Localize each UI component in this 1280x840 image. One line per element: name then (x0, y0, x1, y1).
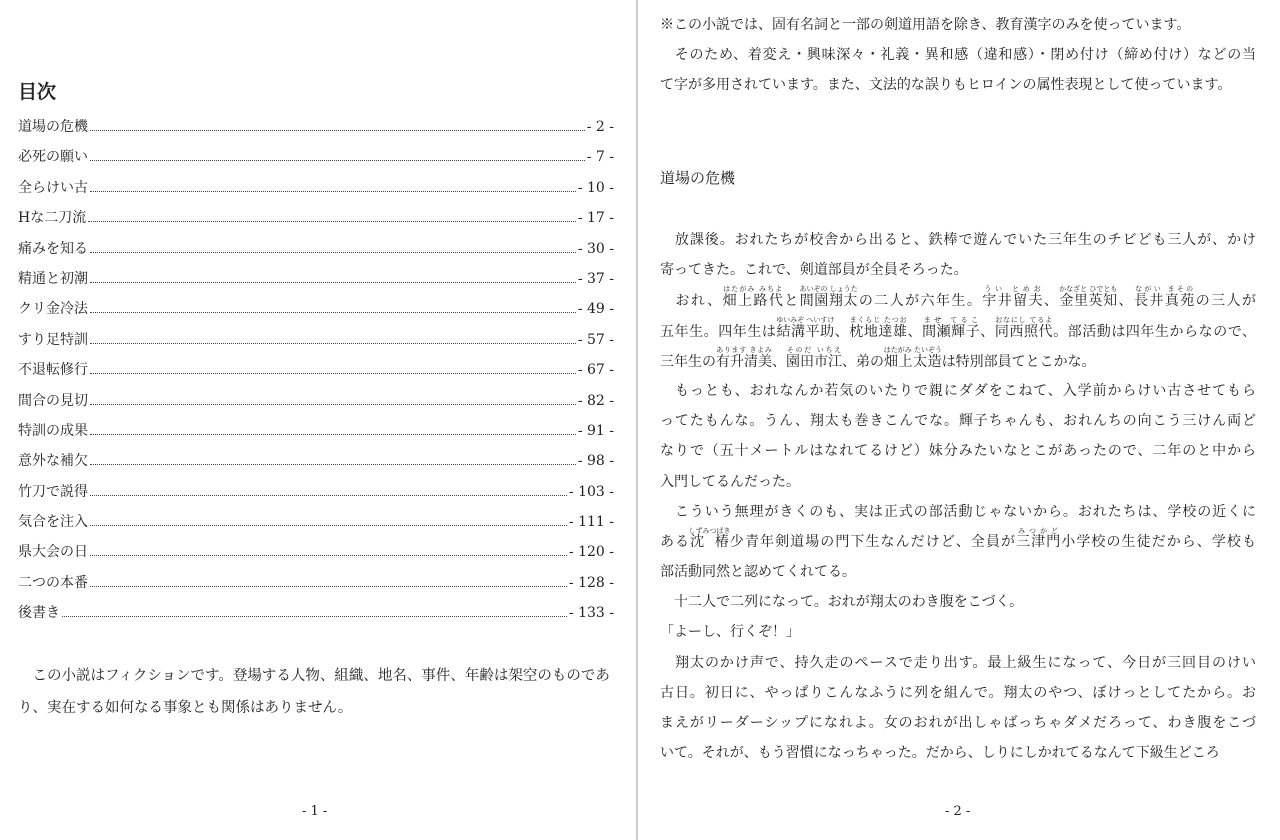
ruby-base: 有升清美 (716, 353, 772, 370)
ruby-base: 間瀬輝子 (922, 323, 981, 340)
toc-entry[interactable] (18, 355, 614, 385)
text-segment: こういう無理がきくのも、実は正式の部活動じゃないから。おれたちは、学校の近くに (660, 503, 1256, 520)
text-segment: もっとも、おれなんか若気のいたりで親にダダをこねて、入学前からけい古させてもら (660, 382, 1256, 399)
dot-leader (90, 434, 576, 435)
ruby-base: 枕地達雄 (849, 323, 908, 340)
toc-entry-title: 間合の見切 (18, 392, 88, 409)
ruby-base: 園田市江 (786, 353, 842, 370)
text-line (660, 346, 1256, 376)
toc-entry[interactable] (18, 173, 614, 203)
toc-entry-page: - 111 - (568, 514, 614, 531)
table-of-contents (18, 112, 614, 629)
text-line (660, 587, 1256, 617)
toc-entry[interactable] (18, 507, 614, 537)
ruby-name (1059, 285, 1118, 310)
text-segment: ※この小説では、固有名詞と一部の剣道用語を除き、教育漢字のみを使っています。 (660, 17, 1191, 33)
text-line (660, 376, 1256, 406)
toc-entry-title: 不退転修行 (18, 362, 88, 379)
toc-entry-page: - 10 - (577, 179, 614, 196)
dot-leader (90, 404, 576, 405)
ruby-name (1016, 526, 1062, 550)
text-segment: 三年生の (660, 353, 716, 370)
text-segment: 、 (834, 323, 850, 340)
toc-entry[interactable] (18, 386, 614, 416)
ruby-reading: はたがみ みちよ (722, 285, 783, 294)
ruby-name (922, 315, 981, 340)
text-line (660, 285, 1256, 315)
text-segment: 放課後。おれたちが校舎から出ると、鉄棒で遊んでいた三年生のチビども三人が、かけ (660, 232, 1256, 248)
toc-entry-page: - 133 - (568, 605, 614, 622)
text-line (660, 10, 1256, 40)
dot-leader (90, 586, 567, 587)
ruby-name (1133, 285, 1196, 310)
toc-entry-page: - 7 - (586, 149, 614, 166)
toc-entry[interactable] (18, 142, 614, 172)
toc-entry-page: - 98 - (577, 453, 614, 470)
toc-entry-page: - 30 - (577, 240, 614, 257)
ruby-name (849, 315, 908, 340)
toc-entry-title: 県大会の日 (18, 544, 88, 561)
text-line (660, 40, 1256, 70)
ruby-name (883, 345, 942, 370)
dot-leader (90, 282, 576, 283)
text-segment: 寄ってきた。これで、剣道部員が全員そろった。 (660, 262, 968, 279)
toc-entry-page: - 103 - (568, 483, 614, 500)
text-line (660, 255, 1256, 285)
toc-title: 目次 (18, 81, 57, 103)
page-number: - 1 - (302, 804, 328, 819)
toc-entry[interactable] (18, 112, 614, 142)
ruby-base: 畑上路代 (722, 293, 785, 310)
ruby-name (799, 285, 858, 310)
ruby-reading: まくらじ たつお (849, 315, 907, 324)
text-line (660, 316, 1256, 346)
ruby-reading: うい とめお (982, 285, 1043, 294)
text-line (660, 527, 1256, 557)
toc-entry[interactable] (18, 537, 614, 567)
ruby-base: 金里英知 (1059, 293, 1118, 310)
ruby-reading: そのだ いちえ (786, 345, 842, 354)
toc-entry-page: - 91 - (577, 422, 614, 439)
ruby-reading: あります きよみ (716, 345, 772, 354)
text-line (660, 738, 1256, 768)
text-segment: の二人が六年生。 (857, 293, 983, 310)
text-line (660, 648, 1256, 678)
toc-entry-title: 道場の危機 (18, 119, 88, 135)
text-line (660, 70, 1256, 100)
text-line (660, 617, 1256, 647)
dot-leader (90, 464, 576, 465)
ruby-reading: ゆいみぞ へいすけ (776, 315, 835, 324)
text-line (660, 225, 1256, 255)
ruby-reading: ながい まその (1133, 285, 1195, 294)
text-segment: 「よーし、行くぞ！」 (660, 624, 800, 641)
toc-entry-page: - 82 - (577, 392, 614, 409)
ruby-base: 三津門 (1016, 533, 1062, 550)
text-segment: ある (660, 533, 691, 550)
dot-leader (90, 160, 585, 161)
toc-entry-title: 竹刀で説得 (18, 483, 88, 500)
text-segment: て字が多用されています。また、文法的な誤りもヒロインの属性表現として使っています。 (660, 77, 1232, 94)
right-page (640, 0, 1280, 840)
dot-leader (90, 555, 567, 556)
ruby-base: 長井真苑 (1133, 293, 1196, 310)
text-segment: は特別部員てとこかな。 (941, 353, 1096, 370)
ruby-base: 宇井留夫 (982, 293, 1044, 310)
ruby-reading: かなざと ひでとも (1059, 285, 1118, 294)
toc-entry[interactable] (18, 598, 614, 628)
dot-leader (90, 343, 576, 344)
ruby-name (722, 285, 785, 310)
ruby-name (786, 345, 842, 370)
text-segment: 、 (1117, 293, 1134, 310)
toc-entry-title: 意外な補欠 (18, 453, 88, 470)
dot-leader (90, 525, 567, 526)
toc-entry[interactable] (18, 203, 614, 233)
ruby-name (982, 285, 1044, 310)
text-line (660, 497, 1256, 527)
text-segment: 部活動同然と認めてくれてる。 (660, 564, 856, 581)
ruby-reading: みつかど (1016, 526, 1061, 535)
ruby-reading: あいぞの しょうた (799, 285, 858, 294)
toc-entry[interactable] (18, 234, 614, 264)
ruby-reading: しずみつばき (688, 526, 731, 535)
disclaimer: この小説はフィクションです。登場する人物、組織、地名、事件、年齢は架空のものであり、実在する如何なる事象とも関係はありません。 (18, 668, 610, 716)
toc-entry[interactable] (18, 294, 614, 324)
ruby-name (716, 345, 772, 370)
toc-entry[interactable] (18, 477, 614, 507)
text-segment: いて。それが、もう習慣になっちゃった。だから、しりにしかれてるなんて下級生どころ (660, 745, 1220, 762)
dot-leader (90, 252, 576, 253)
text-segment: の三人が (1195, 293, 1256, 310)
toc-entry[interactable] (18, 568, 614, 598)
text-segment: 、 (980, 323, 995, 340)
text-segment: 、弟の (842, 353, 884, 370)
ruby-name (994, 315, 1054, 340)
toc-entry-title: 全らけい古 (18, 179, 88, 196)
dot-leader (90, 495, 567, 496)
ruby-name (688, 526, 731, 550)
toc-entry-page: - 2 - (586, 119, 614, 135)
notice (660, 10, 1256, 101)
toc-entry[interactable] (18, 325, 614, 355)
chapter-heading: 道場の危機 (660, 169, 736, 187)
text-segment: 五年生。四年生は (660, 323, 777, 340)
left-page (0, 0, 636, 840)
text-segment: 少青年剣道場の門下生なんだけど、全員が (728, 533, 1017, 550)
toc-entry-title: 気合を注入 (18, 514, 88, 531)
ruby-reading: はたがみ たいぞう (883, 345, 942, 354)
text-segment: なりで（五十メートルはなれてるけど）妹分みたいなとこがあったので、二年のと中から (660, 443, 1256, 460)
toc-entry[interactable] (18, 446, 614, 476)
toc-entry-page: - 120 - (568, 544, 614, 561)
ruby-name (776, 315, 835, 340)
ruby-base: 間園翔太 (799, 293, 858, 310)
toc-entry-title: 痛みを知る (18, 240, 88, 257)
toc-entry-title: 必死の願い (18, 149, 88, 166)
text-segment: 十二人で二列になって。おれが翔太のわき腹をこづく。 (660, 594, 1024, 611)
text-line (660, 557, 1256, 587)
toc-entry-title: クリ金冷法 (18, 301, 88, 318)
ruby-reading: おなにし てるよ (994, 315, 1053, 324)
toc-entry-title: 精通と初潮 (18, 270, 88, 287)
text-segment: 翔太のかけ声で、持久走のペースで走り出す。最上級生になって、今日が三回目のけい (660, 654, 1256, 671)
toc-entry-page: - 37 - (577, 270, 614, 287)
dot-leader (90, 312, 576, 313)
text-segment: 古日。初日に、やっぱりこんなふうに列を組んで。翔太のやつ、ぼけっとしてたから。お (660, 684, 1256, 701)
text-line (660, 678, 1256, 708)
text-segment: 。部活動は四年生からなので、 (1053, 323, 1257, 340)
text-segment: 、 (907, 323, 923, 340)
text-line (660, 436, 1256, 466)
page-divider (636, 0, 638, 840)
toc-entry-page: - 67 - (577, 362, 614, 379)
text-line (660, 708, 1256, 738)
text-segment: まえがリーダーシップになれよ。女のおれが出しゃばっちゃダメだろって、わき腹をこづ (660, 715, 1256, 731)
toc-entry-page: - 49 - (577, 301, 614, 318)
toc-entry-title: Hな二刀流 (18, 210, 87, 227)
dot-leader (88, 221, 576, 222)
text-segment: 入門してるんだった。 (660, 473, 800, 490)
text-segment: そのため、着変え・興味深々・礼義・異和感（違和感）・閉め付け（締め付け）などの当 (660, 47, 1257, 64)
toc-entry-page: - 128 - (568, 574, 614, 591)
toc-entry-page: - 57 - (577, 331, 614, 348)
dot-leader (62, 616, 567, 617)
text-line (660, 467, 1256, 497)
text-segment: 小学校の生徒だから、学校も (1061, 533, 1256, 550)
text-segment: ってたもんな。うん、翔太も巻きこんでな。輝子ちゃんも、おれんちの向こう三けん両ど (660, 413, 1256, 430)
text-line (660, 406, 1256, 436)
toc-entry-title: 二つの本番 (18, 574, 88, 591)
ruby-reading: ませ てるこ (922, 315, 980, 324)
ruby-base: 畑上太造 (883, 353, 942, 370)
text-segment: と (784, 293, 800, 310)
toc-entry-title: 特訓の成果 (18, 422, 88, 439)
ruby-base: 結溝平助 (776, 323, 835, 340)
toc-entry[interactable] (18, 264, 614, 294)
text-segment: 、 (772, 353, 786, 370)
text-segment: おれ、 (660, 293, 723, 310)
text-segment: 、 (1044, 293, 1060, 310)
dot-leader (90, 373, 576, 374)
page-number: - 2 - (945, 804, 971, 819)
toc-entry-title: 後書き (18, 605, 60, 622)
dot-leader (90, 130, 585, 131)
toc-entry-title: すり足特訓 (18, 331, 88, 348)
chapter-body (660, 225, 1256, 768)
toc-entry-page: - 17 - (577, 210, 614, 227)
dot-leader (90, 191, 576, 192)
toc-entry[interactable] (18, 416, 614, 446)
ruby-base: 沈 椿 (688, 533, 731, 550)
ruby-base: 同西照代 (994, 323, 1054, 340)
